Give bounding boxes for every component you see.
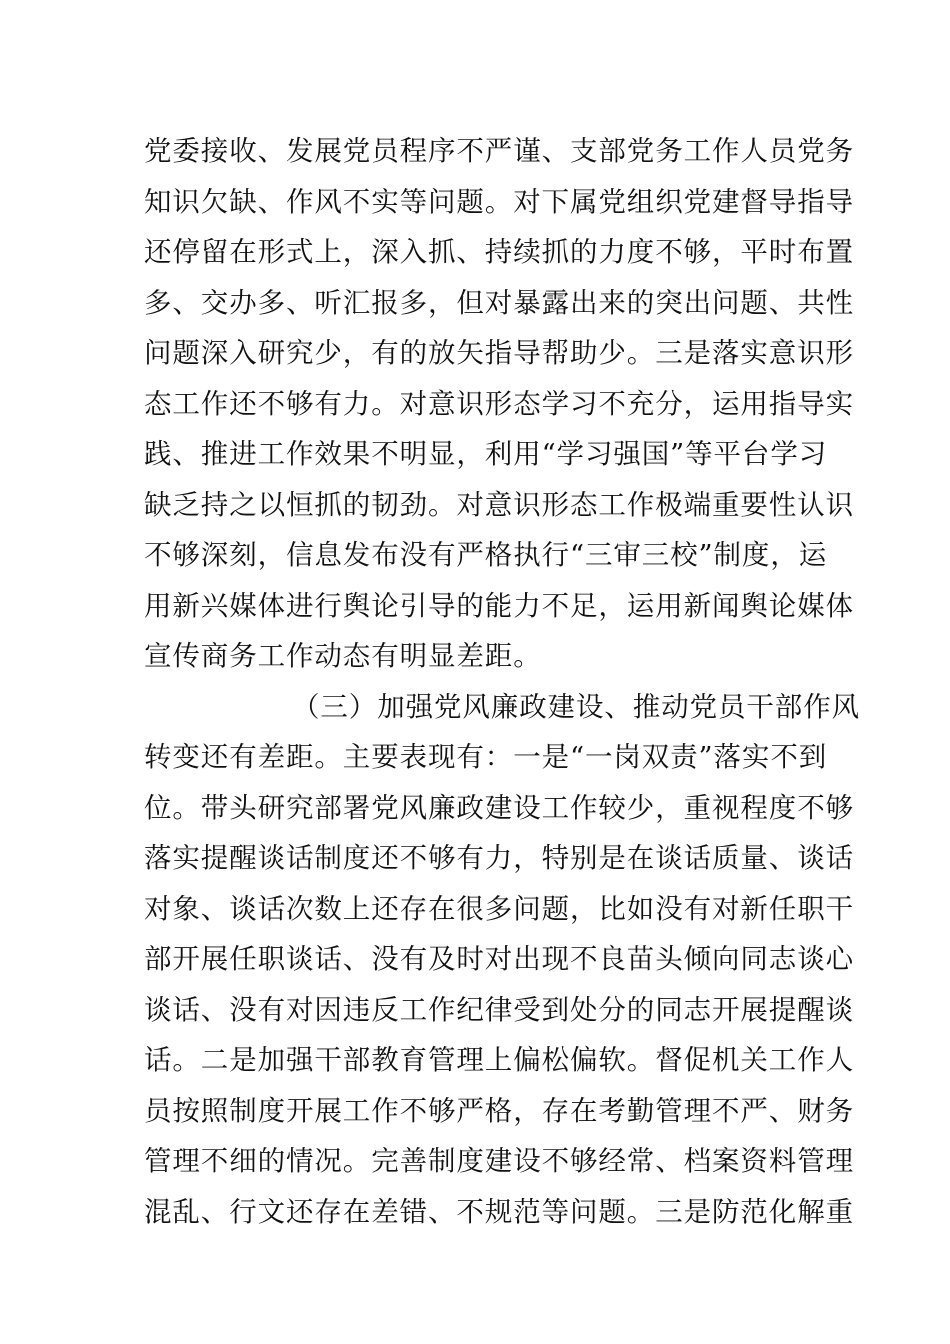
text-line-13: 转变还有差距。主要表现有：一是“一岗双责”落实不到	[144, 741, 828, 773]
text-line-9: 不够深刻，信息发布没有严格执行“三审三校”制度，运	[144, 539, 828, 571]
text-line-5: 问题深入研究少，有的放矢指导帮助少。三是落实意识形	[144, 337, 854, 369]
text-line-21: 管理不细的情况。完善制度建设不够经常、档案资料管理	[144, 1145, 854, 1177]
text-line-8: 缺乏持之以恒抓的韧劲。对意识形态工作极端重要性认识	[144, 489, 854, 521]
text-line-1: 党委接收、发展党员程序不严谨、支部党务工作人员党务	[144, 135, 854, 167]
text-line-14: 位。带头研究部署党风廉政建设工作较少，重视程度不够	[144, 792, 854, 824]
text-line-20: 员按照制度开展工作不够严格，存在考勤管理不严、财务	[144, 1095, 854, 1127]
text-line-6: 态工作还不够有力。对意识形态学习不充分，运用指导实	[144, 388, 854, 420]
text-line-3: 还停留在形式上，深入抓、持续抓的力度不够，平时布置	[144, 236, 854, 268]
text-line-22: 混乱、行文还存在差错、不规范等问题。三是防范化解重	[144, 1196, 854, 1228]
text-line-16: 对象、谈话次数上还存在很多问题，比如没有对新任职干	[144, 893, 854, 925]
section-heading: （三）加强党风廉政建设、推动党员干部作风	[292, 691, 860, 723]
text-line-7: 践、推进工作效果不明显，利用“学习强国”等平台学习	[144, 438, 828, 470]
text-line-10: 用新兴媒体进行舆论引导的能力不足，运用新闻舆论媒体	[144, 590, 854, 622]
text-line-17: 部开展任职谈话、没有及时对出现不良苗头倾向同志谈心	[144, 943, 854, 975]
text-line-15: 落实提醒谈话制度还不够有力，特别是在谈话质量、谈话	[144, 842, 854, 874]
text-line-4: 多、交办多、听汇报多，但对暴露出来的突出问题、共性	[144, 287, 854, 319]
text-line-18: 谈话、没有对因违反工作纪律受到处分的同志开展提醒谈	[144, 994, 854, 1026]
text-line-2: 知识欠缺、作风不实等问题。对下属党组织党建督导指导	[144, 186, 854, 218]
text-line-19: 话。二是加强干部教育管理上偏松偏软。督促机关工作人	[144, 1044, 854, 1076]
text-line-11: 宣传商务工作动态有明显差距。	[144, 640, 542, 672]
